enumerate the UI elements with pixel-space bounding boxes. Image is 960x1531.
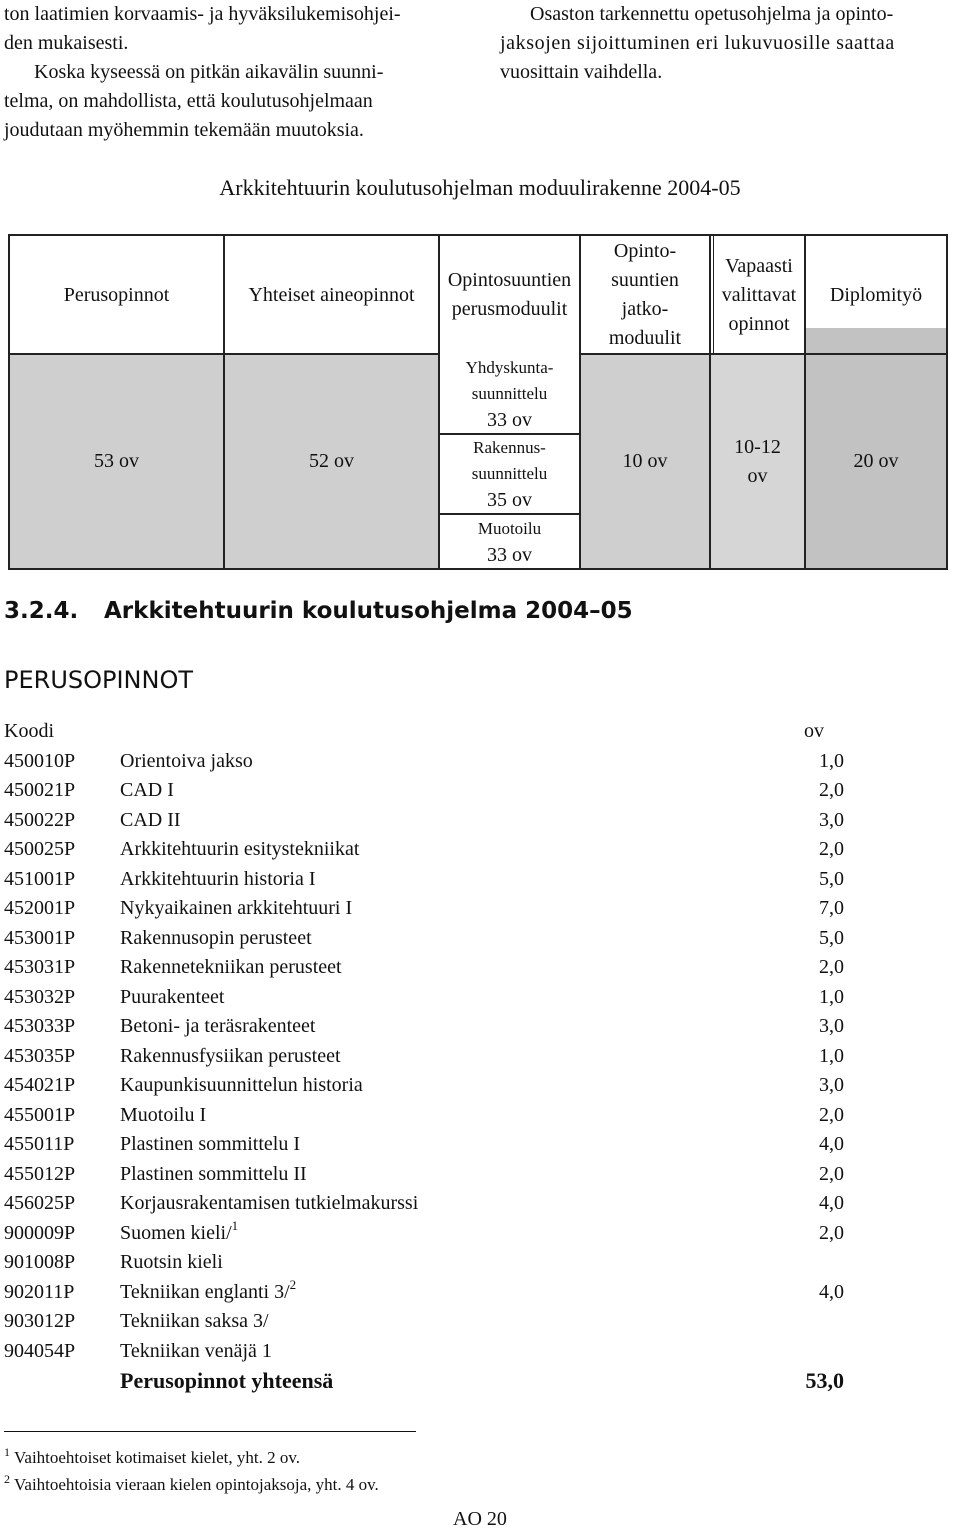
course-list-header (4, 717, 844, 747)
course-name (120, 835, 359, 864)
total-label: Perusopinnot yhteensä (120, 1368, 334, 1393)
course-code: 451001P (4, 867, 76, 890)
table-row (4, 1160, 844, 1190)
course-code: 450025P (4, 838, 76, 860)
course-credits: 4,0 (819, 1280, 844, 1303)
course-name-text: Orientoiva jakso (120, 749, 253, 772)
course-credits: 1,0 (819, 749, 844, 772)
course-credits: 2,0 (819, 956, 844, 978)
course-code: 455012P (4, 1162, 76, 1185)
text-line: vuosittain vaihdella. (500, 61, 663, 83)
table-row (4, 1337, 844, 1367)
course-name (120, 1101, 206, 1130)
course-name-text: Rakennetekniikan perusteet (120, 956, 342, 978)
course-credits: 2,0 (819, 779, 844, 801)
course-name-text: Kaupunkisuunnittelun historia (120, 1074, 363, 1096)
course-name-text: Arkkitehtuurin historia I (120, 867, 316, 890)
intro-paragraph-left (4, 0, 464, 145)
course-credits: 1,0 (819, 985, 844, 1008)
course-name-text: Betoni- ja teräsrakenteet (120, 1015, 316, 1037)
course-name (120, 865, 316, 894)
header-jatkomoduulit: Opinto- suuntien jatko- moduulit (608, 240, 682, 349)
course-code: 455001P (4, 1103, 76, 1126)
course-name-text: Muotoilu I (120, 1103, 207, 1126)
table-row (4, 835, 844, 865)
course-name (120, 1130, 300, 1159)
course-code: 903012P (4, 1310, 76, 1332)
course-name-text: Suomen kieli/ (120, 1221, 232, 1244)
table-row (4, 1042, 844, 1072)
course-name-text: CAD II (120, 808, 181, 831)
course-name-text: Arkkitehtuurin esitystekniikat (120, 838, 360, 860)
table-row (4, 776, 844, 806)
module-muotoilu: Muotoilu 33 ov (477, 518, 542, 566)
table-row (4, 983, 844, 1013)
course-code: 454021P (4, 1074, 76, 1096)
course-code: 453035P (4, 1044, 76, 1067)
table-row (4, 894, 844, 924)
course-credits: 1,0 (819, 1044, 844, 1067)
course-code: 450021P (4, 779, 76, 801)
footnote-separator (4, 1431, 416, 1432)
course-name (120, 983, 224, 1012)
course-total-row (4, 1366, 844, 1396)
course-code: 450022P (4, 808, 76, 831)
footnote-1: $^1$ Vaihtoehtoiset kotimaiset kielet, yht. 2 ov. (4, 1445, 300, 1467)
course-name (120, 953, 342, 982)
course-credits: 2,0 (819, 838, 844, 860)
course-code: 904054P (4, 1339, 76, 1362)
subsection-heading: PERUSOPINNOT (4, 666, 194, 694)
course-name-text: Puurakenteet (120, 985, 225, 1008)
course-code: 456025P (4, 1192, 76, 1214)
course-credits: 3,0 (819, 1074, 844, 1096)
text-line: jaksojen sijoittuminen eri lukuvuosille saattaa (500, 32, 895, 54)
course-name (120, 924, 312, 953)
course-name-text: Rakennusfysiikan perusteet (120, 1044, 341, 1067)
table-row (4, 924, 844, 954)
text-line: telma, on mahdollista, että koulutusohjelmaan (4, 90, 373, 112)
header-vapaasti-valittavat: Vapaasti valittavat opinnot (721, 254, 797, 335)
value-jatkomoduulit: 10 ov (622, 450, 668, 472)
course-credits: 2,0 (819, 1103, 844, 1126)
header-diplomityo: Diplomityö (829, 283, 923, 306)
course-credits: 3,0 (819, 1015, 844, 1037)
module-structure-table (8, 234, 948, 570)
course-name (120, 1189, 418, 1218)
table-row (4, 1307, 844, 1337)
text-line: den mukaisesti. (4, 32, 129, 54)
course-credits: 2,0 (819, 1221, 844, 1244)
intro-paragraph-right (500, 0, 958, 87)
course-name (120, 1160, 307, 1189)
course-name-text: Tekniikan saksa 3/ (120, 1310, 269, 1332)
table-row (4, 1278, 844, 1308)
course-name (120, 1307, 269, 1336)
table-row (4, 865, 844, 895)
course-name-text: Plastinen sommittelu I (120, 1133, 300, 1155)
table-row (4, 953, 844, 983)
value-yhteiset-aineopinnot: 52 ov (309, 450, 354, 472)
table-row (4, 1189, 844, 1219)
section-title: Arkkitehtuurin koulutusohjelma 2004–05 (104, 598, 633, 624)
table-row (4, 1071, 844, 1101)
course-code: 453033P (4, 1015, 76, 1037)
table-row (4, 1012, 844, 1042)
course-name (120, 776, 174, 805)
course-code: 453001P (4, 926, 76, 949)
column-header-credits: ov (804, 720, 824, 742)
diagram-title: Arkkitehtuurin koulutusohjelman moduulirakenne 2004-05 (219, 175, 741, 200)
header-perusopinnot: Perusopinnot (63, 283, 170, 306)
course-list (4, 717, 844, 1396)
course-name (120, 1012, 315, 1041)
header-yhteiset-aineopinnot: Yhteiset aineopinnot (248, 283, 415, 306)
footnote-marker: 2 (289, 1276, 297, 1292)
course-name-text: Ruotsin kieli (120, 1251, 223, 1273)
value-diplomityo: 20 ov (853, 450, 899, 472)
text-line: ton laatimien korvaamis- ja hyväksilukemisohjei- (4, 3, 401, 25)
text-line: Osaston tarkennettu opetusohjelma ja opinto- (530, 3, 894, 25)
course-credits: 2,0 (819, 1162, 844, 1185)
footnote-2: $^2$ Vaihtoehtoisia vieraan kielen opintojaksoja, yht. 4 ov. (4, 1472, 379, 1494)
course-name (120, 806, 181, 835)
course-name (120, 747, 253, 776)
course-name (120, 1248, 223, 1277)
course-name-text: Tekniikan venäjä 1 (120, 1339, 272, 1362)
table-row (4, 1101, 844, 1131)
course-name-text: Rakennusopin perusteet (120, 926, 312, 949)
course-name (120, 1219, 238, 1249)
course-name-text: Korjausrakentamisen tutkielmakurssi (120, 1192, 419, 1214)
footnote-marker: 1 (231, 1217, 239, 1233)
course-name (120, 1337, 272, 1366)
value-vapaasti-valittavat: 10-12 ov (734, 435, 781, 487)
course-code: 902011P (4, 1280, 75, 1303)
course-name-text: Nykyaikainen arkkitehtuuri I (120, 897, 353, 919)
course-code: 450010P (4, 749, 76, 772)
course-code: 900009P (4, 1221, 76, 1244)
table-row (4, 1130, 844, 1160)
text-line: Koska kyseessä on pitkän aikavälin suunni- (34, 61, 384, 83)
course-credits: 7,0 (819, 897, 844, 919)
course-name-text: Tekniikan englanti 3/ (120, 1280, 290, 1303)
course-code: 453031P (4, 956, 76, 978)
table-row (4, 747, 844, 777)
module-yhdyskuntasuunnittelu: Yhdyskunta- suunnittelu 33 ov (465, 358, 554, 431)
course-name (120, 894, 352, 923)
course-name (120, 1042, 341, 1071)
text-line: joudutaan myöhemmin tekemään muutoksia. (4, 119, 364, 141)
course-name (120, 1278, 296, 1308)
section-number: 3.2.4. (4, 598, 79, 624)
column-header-code: Koodi (4, 720, 54, 742)
table-row (4, 1219, 844, 1249)
module-rakennussuunnittelu: Rakennus- suunnittelu 35 ov (471, 438, 548, 511)
value-perusopinnot: 53 ov (94, 450, 139, 472)
course-code: 455011P (4, 1133, 75, 1155)
course-name-text: CAD I (120, 779, 174, 801)
table-row (4, 1248, 844, 1278)
total-credits: 53,0 (805, 1368, 844, 1393)
course-credits: 3,0 (819, 808, 844, 831)
course-name-text: Plastinen sommittelu II (120, 1162, 307, 1185)
page-number: AO 20 (453, 1508, 507, 1530)
course-credits: 5,0 (819, 926, 844, 949)
course-name (120, 1071, 363, 1100)
header-perusmoduulit: Opintosuuntien perusmoduulit (447, 269, 572, 320)
table-row (4, 806, 844, 836)
course-code: 901008P (4, 1251, 76, 1273)
course-credits: 4,0 (819, 1192, 844, 1214)
course-credits: 5,0 (819, 867, 844, 890)
course-code: 452001P (4, 897, 76, 919)
course-rows (4, 747, 844, 1367)
course-code: 453032P (4, 985, 76, 1008)
course-credits: 4,0 (819, 1133, 844, 1155)
section-heading (4, 598, 633, 624)
